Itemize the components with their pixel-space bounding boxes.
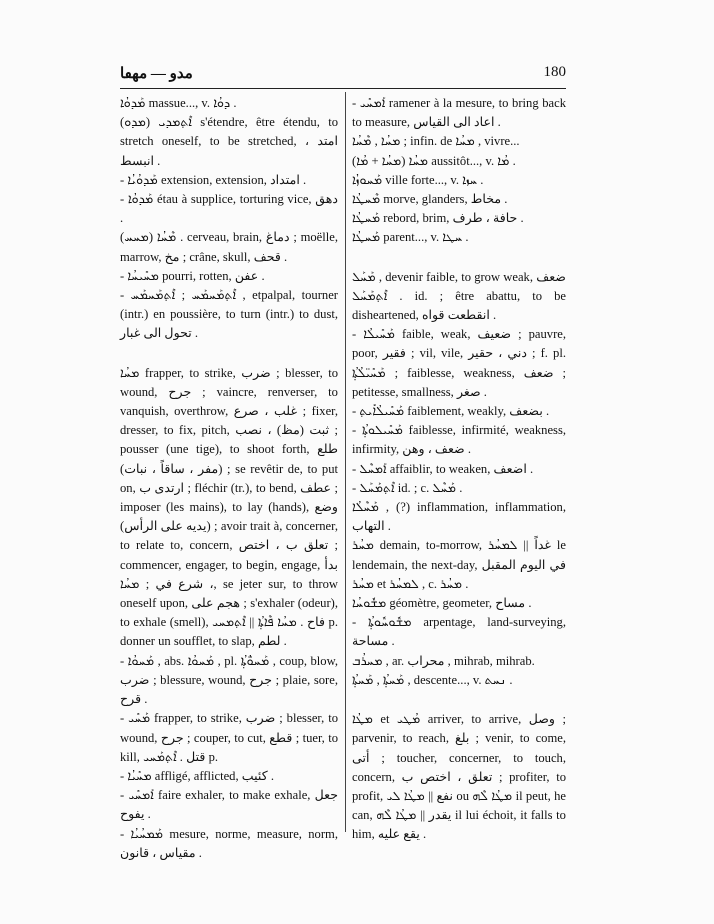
dictionary-entry: - ܐܰܡܚܺܝ ramener à la mesure, to bring back to measure, اعاد الى القياس . (352, 96, 566, 130)
dictionary-entry: ܡܛܳܐ et ܡܳܛܝ arriver, to arrive, وصل ; parvenir, to reach, بلغ ; venir, to come, أتى ; toucher, concerner, to touch, concern, تعلق ، اختص ب ; profiter, to profit, نفع || ܡܛܳܐ ܠܝ ou ܡܛܳܐ ܠܶܗ il peut, he can, يقدر || ܡܛܳܐ ܠܶܗ il lui échoit, it falls to him, يقع عليه . (352, 712, 566, 842)
dictionary-entry: ܡܫܽܘܚܳܐ géomètre, geometer, مساح . (352, 596, 532, 611)
dictionary-entry: - ܡܰܚܺܝܠܳܐ faible, weak, ضعيف ; pauvre, poor, فقير ; vil, vile, دني ، حقير ; f. pl. ܡܰܚܺܝ̈ܠܳܬ̣ܳܐ ; faiblesse, weakness, ضعف ; petitesse, smallness, صغر . (352, 327, 566, 399)
dictionary-entry: ܡܰܚܛܳܐ rebord, brim, حافة ، طرف . (352, 211, 524, 226)
dictionary-entry: - ܡܚܺܝܚܳܐ pourri, rotten, عفن . (120, 268, 265, 283)
dictionary-entry: ܡܰܚܶܠܳܐ , (?) inflammation, inflammation, التهاب . (352, 500, 566, 534)
dictionary-entry: ܡܰܚܛܳܐ parent..., v. ܚܛܐ . (352, 230, 469, 245)
dictionary-entry: ܡܶܚܛܳܐ morve, glanders, مخاط . (352, 192, 508, 207)
dictionary-entry: - ܐܶܬ̣ܡܰܚܰܠ id. ; c. ܡܰܚܶܠ . (352, 480, 463, 495)
dictionary-entry: ܡܰܚܰܠ , devenir faible, to grow weak, ضعف . ܐܶܬ̣ܡܰܚܰܠ id. ; être abattu, to be disheartened, انقطعت قواه . (352, 269, 566, 323)
entry-gap (120, 344, 338, 364)
running-head: مدو — مهڡا (120, 66, 193, 82)
dictionary-entry: - ܡܰܕܘܳܐ étau à supplice, torturing vice, دهق . (120, 192, 338, 226)
entry-gap (352, 690, 566, 710)
dictionary-entry: ܡܚܳܪ demain, to-morrow, غداً || ܠܡܚܳܪ le lendemain, the next-day, في اليوم المقبل ܡܚܳܪ et ܠܡܚܳܪ , c. ܡܚܳܪ . (352, 538, 566, 591)
dictionary-entry: (ܡܕܘ) ܐܶܬ̣ܡܕܝ s'étendre, être étendu, to stretch oneself, to be stretched, امتد ، انبسط . (120, 115, 339, 168)
dictionary-entry: - ܡܰܚܺܝܠܘܬ̣ܳܐ faiblesse, infirmité, weakness, infirmity, ضعف ، وهن . (352, 423, 566, 457)
dictionary-entry: ܡܰܕܘܳܐ massue..., v. ܕܘܳܐ . (120, 96, 237, 110)
page-header (120, 64, 566, 88)
dictionary-entry: - ܡܚܺܝܳܐ affligé, afflicted, كئيب . (120, 768, 275, 783)
right-column (352, 94, 566, 845)
dictionary-entry: ܡܚܪܳܒ , ar. محراب , mihrab, mihrab. (352, 653, 535, 668)
dictionary-entry: ܡܰܚܬ̣ܳܐ , ܡܰܚܬ̣ܳܐ , descente..., v. ܢܚܬ . (352, 672, 513, 687)
header-rule (120, 88, 566, 89)
dictionary-entry: ܡܰܚܘܙܳܐ ville forte..., v. ܚܙܐ . (352, 172, 484, 187)
dictionary-entry: - ܡܫܽܘܚܽܘܬ̣ܳܐ arpentage, land-surveying, مساحة . (352, 615, 566, 649)
left-column (120, 94, 338, 863)
dictionary-entry: - ܡܰܚܘܳܐ , abs. ܡܰܚܘܳܐ , pl. ܡܰܚܘ̈ܳܬ̣ܳܐ , coup, blow, ضرب ; blessure, wound, جرح ; plaie, sore, قرح . (120, 653, 338, 707)
entry-gap (352, 248, 566, 268)
column-divider (345, 92, 346, 832)
dictionary-entry: - ܡܰܡܚܳܝܳܐ mesure, norme, measure, norm, مقياس ، قانون . (120, 826, 338, 860)
dictionary-entry: - ܡܰܚܺܝܠܳܐܺܝܬ̣ faiblement, weakly, بضعف . (352, 404, 550, 419)
dictionary-entry: - ܐܰܡܚܺܝ faire exhaler, to make exhale, جعل يفوح . (120, 788, 338, 822)
page-number: 180 (543, 64, 566, 80)
dictionary-entry: (ܡܚܚ) ܡܶܚܳܐ . cerveau, brain, دماغ ; moëlle, marrow, مخ ; crâne, skull, قحف . (120, 230, 339, 264)
dictionary-entry: - ܐܰܡܚܶܠ affaiblir, to weaken, اضعف . (352, 461, 534, 476)
dictionary-entry: - ܡܰܕܘܳܝܳܐ extension, extension, امتداد . (120, 172, 307, 187)
dictionary-entry: ܡܚܳܐ (ܡܚܳܐ + ܡܳܐ) aussitôt..., v. ܡܳܐ . (352, 153, 516, 168)
dictionary-entry: - ܡܰܚܺܝ frapper, to strike, ضرب ; blesser, to wound, جرح ; couper, to cut, قطع ; tuer, to kill, قتل . ܐܶܬ̣ܡܰܚܝ p. (120, 711, 338, 764)
dictionary-entry: ܡܚܳܐ frapper, to strike, ضرب ; blesser, to wound, جرح ; vaincre, renverser, to vanquish, overthrow, غلب ، صرع ; fixer, dresser, to fix, pitch, ثبت (مظ) ، نصب ; pousser (une tige), to shoot forth, طلع (مفر ، ساقاً ، نبات) ; se revêtir de, to put on, ارتدى ب ; fléchir (tr.), to bend, عطف ; imposer (les mains), to lay (hands), وضع (يديه على الرأس) ; avoir trait à, concerner, to relate to, concern, تعلق ب ، اختص ; commencer, engager, to begin, engage, بدأ ، شرع في ; ܡܚܳܐ, se jeter sur, to throw oneself upon, هجم على ; s'exhaler (odeur), to exhale (smell), فاح . ܡܚܳܐ ܦܶܐܬ̣ܳܐ || ܐܶܬ̣ܡܚܝ p. donner un soufflet, to slap, لطم . (120, 365, 339, 649)
dictionary-entry: - ܐܶܬ̣ܡܰܚܡܰܚ ; ܐܶܬ̣ܡܰܚܡܰܚ , etpalpal, tourner (intr.) en poussière, to turn (intr.) to dust, تحول الى غبار . (120, 288, 338, 341)
dictionary-entry: ܡܚܳܐ , ܡܶܚܳܐ ; infin. de ܡܚܳܐ , vivre... (352, 134, 520, 149)
